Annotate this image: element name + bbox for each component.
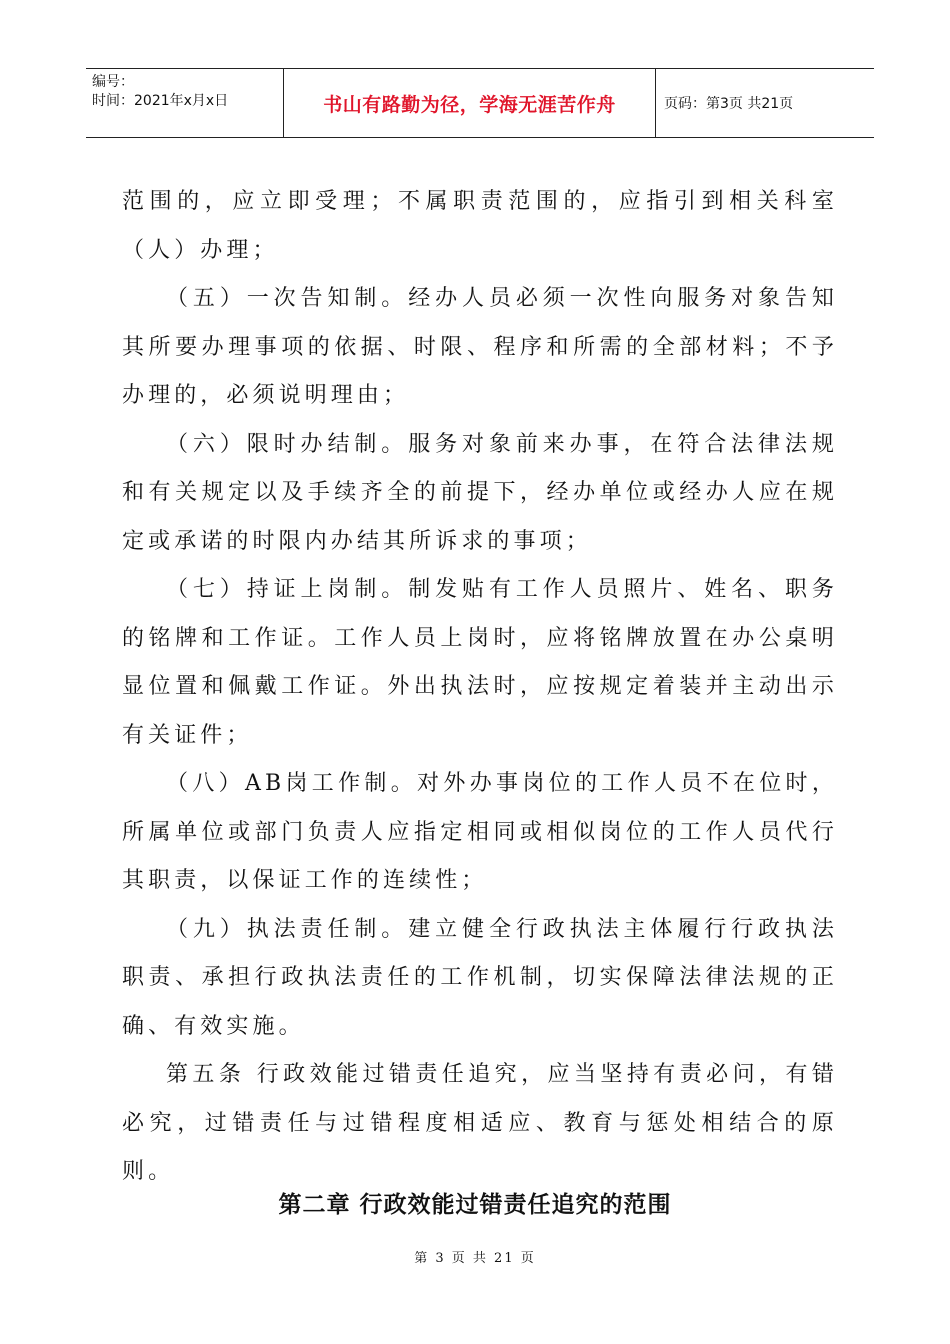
paragraph: （八）AB岗工作制。对外办事岗位的工作人员不在位时，所属单位或部门负责人应指定相同或相似岗位的工作人员代行其职责，以保证工作的连续性； [122, 771, 838, 893]
chapter-heading: 第二章 行政效能过错责任追究的范围 [278, 1191, 672, 1218]
paragraph: （七）持证上岗制。制发贴有工作人员照片、姓名、职务的铭牌和工作证。工作人员上岗时，应将铭牌放置在办公桌明显位置和佩戴工作证。外出执法时，应按规定着装并主动出示有关证件； [122, 577, 838, 748]
header-motto: 书山有路勤为径，学海无涯苦作舟 [284, 69, 656, 137]
page-header [86, 68, 874, 138]
page-footer: 第 3 页 共 21 页 [414, 1251, 536, 1266]
document-body [122, 178, 838, 1197]
document-time-label: 时间：2021年x月x日 [92, 93, 229, 109]
header-meta [86, 69, 284, 137]
document-number-label: 编号： [92, 74, 134, 90]
paragraph: （五）一次告知制。经办人员必须一次性向服务对象告知其所要办理事项的依据、时限、程序和所需的全部材料；不予办理的，必须说明理由； [122, 286, 838, 408]
paragraph: （六）限时办结制。服务对象前来办事，在符合法律法规和有关规定以及手续齐全的前提下，经办单位或经办人应在规定或承诺的时限内办结其所诉求的事项； [122, 431, 838, 554]
paragraph: （九）执法责任制。建立健全行政执法主体履行行政执法职责、承担行政执法责任的工作机制，切实保障法律法规的正确、有效实施。 [122, 916, 838, 1039]
paragraph: 第五条 行政效能过错责任追究，应当坚持有责必问，有错必究，过错责任与过错程度相适应、教育与惩处相结合的原则。 [122, 1062, 838, 1184]
header-page-info: 页码：第3页 共21页 [664, 96, 794, 112]
paragraph: 范围的，应立即受理；不属职责范围的，应指引到相关科室（人）办理； [122, 189, 838, 263]
